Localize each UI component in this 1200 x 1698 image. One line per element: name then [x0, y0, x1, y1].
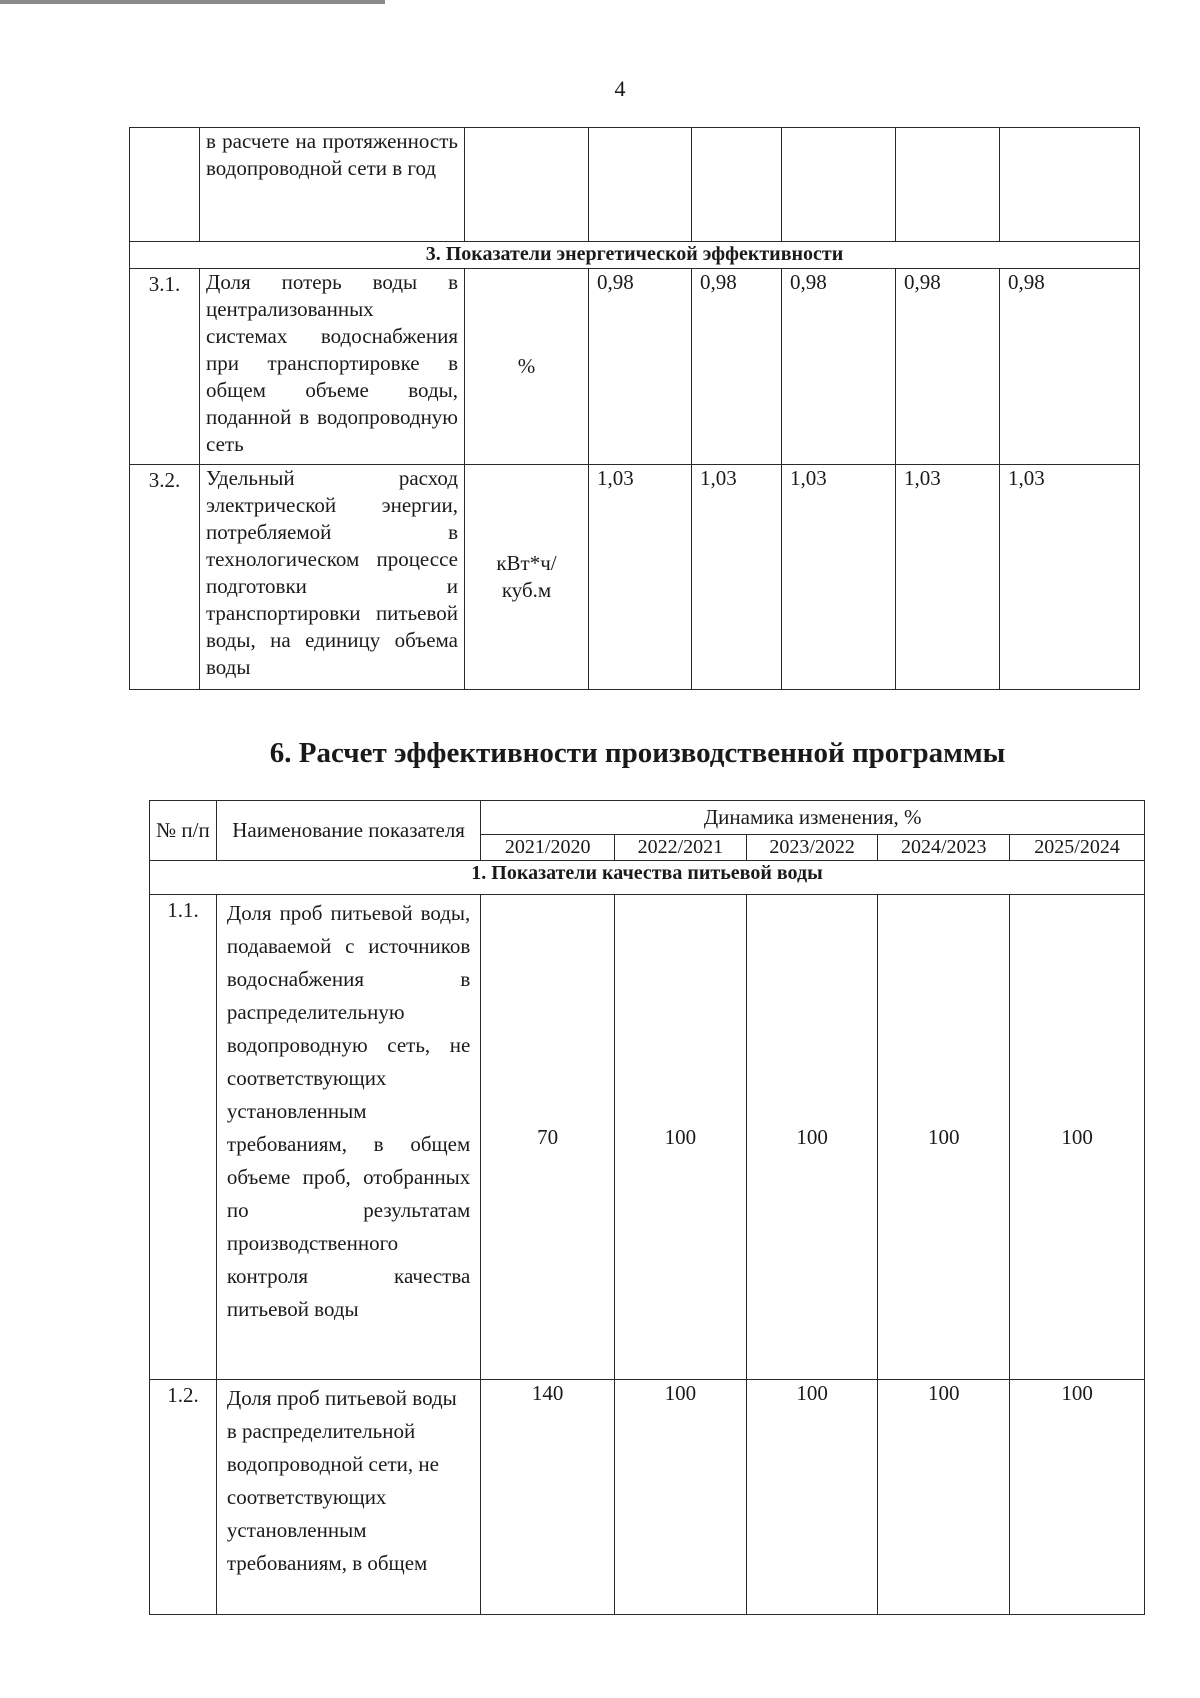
unit-cell [465, 128, 589, 242]
value-cell: 100 [878, 895, 1010, 1380]
value-cell: 100 [878, 1380, 1010, 1615]
energy-efficiency-table [129, 127, 1140, 690]
header-year: 2024/2023 [878, 835, 1010, 861]
value-cell: 100 [615, 895, 747, 1380]
value-cell: 70 [481, 895, 615, 1380]
indicator-name-cell: Доля проб питьевой воды, подаваемой с источников водоснабжения в распределительную водопроводную сеть, не соответствующих установленным требованиям, в общем объеме проб, отобранных по результатам производственного контроля качества питьевой воды [216, 895, 480, 1380]
section-row [150, 861, 1145, 895]
section-heading: 6. Расчет эффективности производственной программы [269, 737, 1006, 769]
value-cell [782, 128, 896, 242]
section-row [130, 242, 1140, 269]
value-cell: 1,03 [782, 465, 896, 690]
header-dynamics: Динамика изменения, % [481, 801, 1145, 835]
value-cell: 100 [615, 1380, 747, 1615]
scan-edge-line [0, 0, 385, 4]
program-efficiency-table [149, 800, 1145, 1615]
table-row [150, 895, 1145, 1380]
value-cell [896, 128, 1000, 242]
indicator-name-cell: в расчете на протяженность водопроводной сети в год [200, 128, 465, 242]
value-cell: 0,98 [896, 269, 1000, 465]
indicator-name-cell: Доля проб питьевой воды в распределительной водопроводной сети, не соответствующих установленным требованиям, в общем [216, 1380, 480, 1615]
indicator-name-cell: Доля потерь воды в централизованных системах водоснабжения при транспортировке в общем объеме воды, поданной в водопроводную сеть [200, 269, 465, 465]
indicator-name-cell: Удельный расход электрической энергии, потребляемой в технологическом процессе подготовки и транспортировки питьевой воды, на единицу объема воды [200, 465, 465, 690]
header-year: 2025/2024 [1010, 835, 1145, 861]
value-cell: 1,03 [589, 465, 692, 690]
table-row [130, 465, 1140, 690]
value-cell: 0,98 [782, 269, 896, 465]
value-cell [692, 128, 782, 242]
unit-cell: % [465, 269, 589, 465]
row-number-cell: 1.1. [150, 895, 217, 1380]
value-cell: 140 [481, 1380, 615, 1615]
value-cell [589, 128, 692, 242]
value-cell: 1,03 [692, 465, 782, 690]
section-title: 3. Показатели энергетической эффективности [130, 242, 1140, 269]
value-cell: 100 [746, 895, 878, 1380]
table-row [130, 269, 1140, 465]
row-number-cell [130, 128, 200, 242]
header-number: № п/п [150, 801, 217, 861]
header-year: 2022/2021 [615, 835, 747, 861]
header-indicator-name: Наименование показателя [216, 801, 480, 861]
table-row [150, 1380, 1145, 1615]
value-cell: 0,98 [589, 269, 692, 465]
header-year: 2023/2022 [746, 835, 878, 861]
value-cell: 100 [1010, 1380, 1145, 1615]
table-row [130, 128, 1140, 242]
value-cell: 0,98 [692, 269, 782, 465]
value-cell: 1,03 [896, 465, 1000, 690]
value-cell: 100 [1010, 895, 1145, 1380]
row-number-cell: 1.2. [150, 1380, 217, 1615]
header-year: 2021/2020 [481, 835, 615, 861]
row-number-cell: 3.2. [130, 465, 200, 690]
value-cell [1000, 128, 1140, 242]
value-cell: 1,03 [1000, 465, 1140, 690]
value-cell: 100 [746, 1380, 878, 1615]
row-number-cell: 3.1. [130, 269, 200, 465]
page-number: 4 [614, 76, 626, 101]
table-header-row [150, 801, 1145, 835]
section-title: 1. Показатели качества питьевой воды [150, 861, 1145, 895]
value-cell: 0,98 [1000, 269, 1140, 465]
unit-cell: кВт*ч/ куб.м [465, 465, 589, 690]
